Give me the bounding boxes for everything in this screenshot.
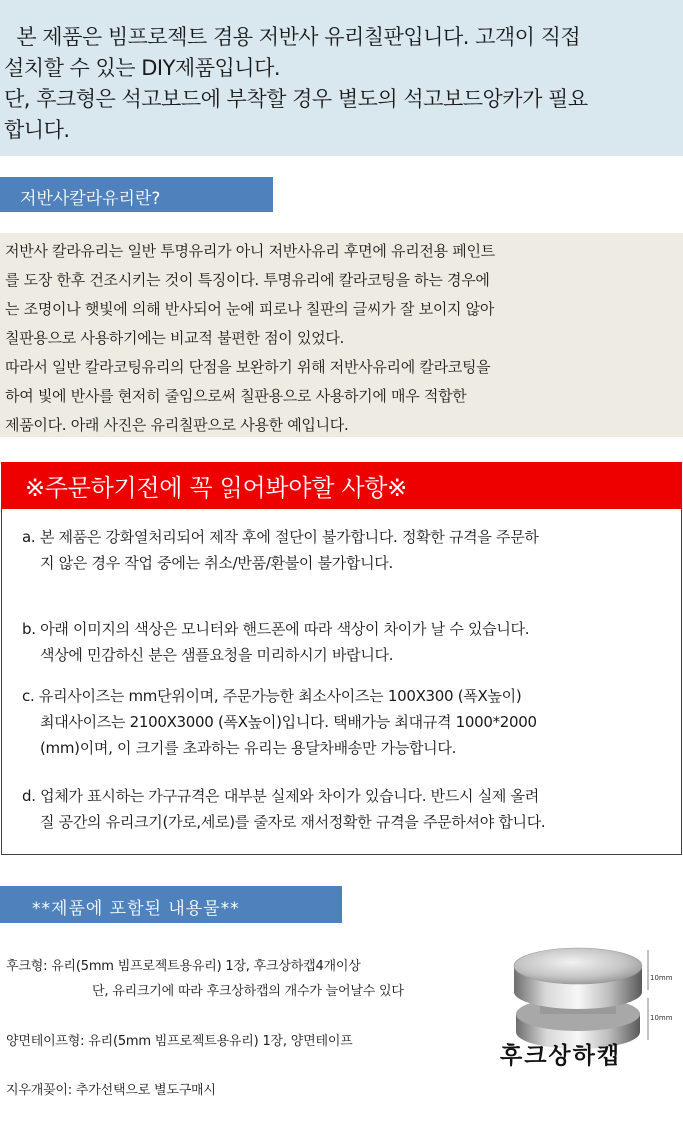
notice-item-line: (mm)이며, 이 크기를 초과하는 유리는 용달차배송만 가능합니다. (40, 739, 457, 757)
contents-heading-bar (0, 886, 342, 923)
contents-heading: **제품에 포함된 내용물** (32, 899, 240, 919)
notice-box (1, 509, 682, 855)
desc-line: 를 도장 한후 건조시키는 것이 특징이다. 투명유리에 칼라코팅을 하는 경우에 (5, 271, 490, 289)
desc-line: 는 조명이나 햇빛에 의해 반사되어 눈에 피로나 칠판의 글씨가 잘 보이지 않아 (5, 300, 495, 318)
intro-panel (0, 0, 683, 156)
notice-item-line: d. 업체가 표시하는 가구규격은 대부분 실제와 차이가 있습니다. 반드시 실제 올려 (22, 787, 539, 805)
about-description (0, 233, 683, 437)
notice-item-line: a. 본 제품은 강화열처리되어 제작 후에 절단이 불가합니다. 정확한 규격을 주문하 (22, 528, 539, 546)
notice-item-d (22, 783, 678, 835)
notice-item-c (22, 683, 678, 761)
desc-line: 칠판용으로 사용하기에는 비교적 불편한 점이 있었다. (5, 329, 344, 347)
about-heading: 저반사칼라유리란? (20, 189, 161, 209)
desc-line: 제품이다. 아래 사진은 유리칠판으로 사용한 예입니다. (5, 416, 349, 434)
notice-item-line: 최대사이즈는 2100X3000 (폭X높이)입니다. 택배가능 최대규격 1000*2000 (40, 713, 537, 731)
hook-cap-caption: 후크상하캡 (500, 1043, 622, 1069)
desc-line: 하여 빛에 반사를 현저히 줄임으로써 칠판용으로 사용하기에 매우 적합한 (5, 387, 467, 405)
notice-item-line: b. 아래 이미지의 색상은 모니터와 핸드폰에 따라 색상이 차이가 날 수 있습니다. (22, 620, 530, 638)
notice-item-line: 지 않은 경우 작업 중에는 취소/반품/환불이 불가합니다. (40, 554, 393, 572)
notice-item-a (22, 524, 678, 576)
desc-line: 따라서 일반 칼라코팅유리의 단점을 보완하기 위해 저반사유리에 칼라코팅을 (5, 358, 491, 376)
notice-item-line: c. 유리사이즈는 mm단위이며, 주문가능한 최소사이즈는 100X300 (폭X높이) (22, 687, 522, 705)
contents-tape-line: 양면테이프형: 유리(5mm 빔프로젝트용유리) 1장, 양면테이프 (6, 1034, 353, 1049)
contents-eraser-line: 지우개꽂이: 추가선택으로 별도구매시 (6, 1083, 216, 1098)
intro-line: 합니다. (4, 118, 70, 142)
dim-label-top: 10mm (650, 974, 673, 982)
notice-heading: ※주문하기전에 꼭 읽어봐야할 사항※ (25, 474, 407, 502)
dim-label-bottom: 10mm (650, 1014, 673, 1022)
about-heading-bar (0, 177, 273, 212)
intro-line: 본 제품은 빔프로젝트 겸용 저반사 유리칠판입니다. 고객이 직접 (4, 25, 581, 49)
intro-line: 단, 후크형은 석고보드에 부착할 경우 별도의 석고보드앙카가 필요 (4, 87, 588, 111)
contents-hook-line: 후크형: 유리(5mm 빔프로젝트용유리) 1장, 후크상하캡4개이상 (6, 959, 361, 974)
notice-item-line: 색상에 민감하신 분은 샘플요청을 미리하시기 바랍니다. (40, 646, 394, 664)
notice-heading-bar (1, 462, 682, 509)
contents-hook-note: 단, 유리크기에 따라 후크상하캡의 개수가 늘어날수 있다 (92, 984, 404, 999)
notice-item-b (22, 616, 678, 668)
desc-line: 저반사 칼라유리는 일반 투명유리가 아니 저반사유리 후면에 유리전용 페인트 (5, 242, 495, 260)
top-cap-face (514, 948, 642, 984)
intro-line: 설치할 수 있는 DIY제품입니다. (4, 56, 281, 80)
notice-item-line: 질 공간의 유리크기(가로,세로)를 줄자로 재서정확한 규격을 주문하셔야 합니다. (40, 813, 546, 831)
